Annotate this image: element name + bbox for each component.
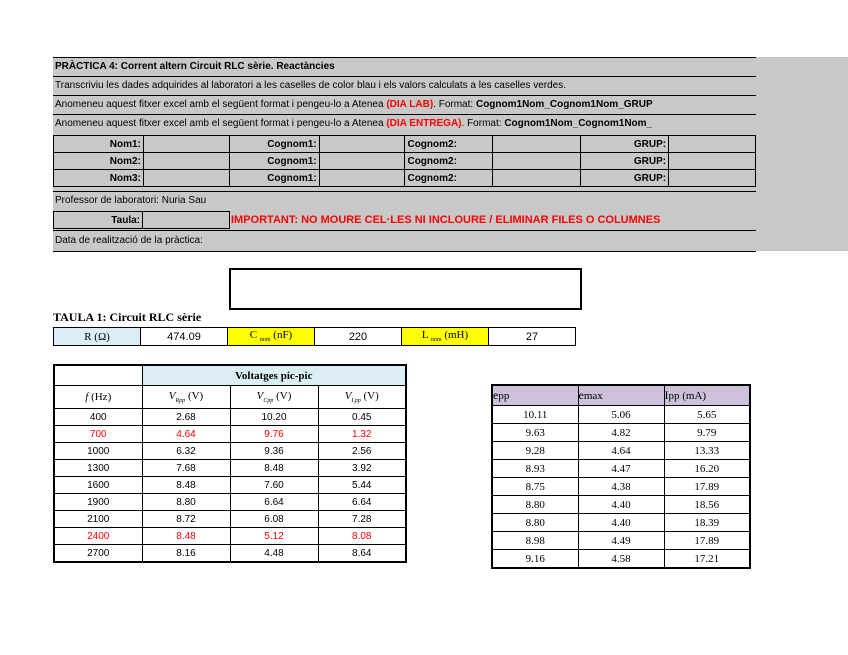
vc-var: V xyxy=(256,389,264,402)
names-input-cell[interactable] xyxy=(493,136,581,153)
c-value[interactable]: 220 xyxy=(315,328,402,346)
cell-vr[interactable]: 8.80 xyxy=(142,494,230,511)
cell-vc[interactable]: 5.12 xyxy=(230,528,318,545)
cell-f[interactable]: 2700 xyxy=(54,545,142,563)
cell-vc[interactable]: 7.60 xyxy=(230,477,318,494)
names-cog1-label: Cognom1: xyxy=(229,153,319,170)
col-header-vl xyxy=(318,386,406,409)
cell-f[interactable]: 1900 xyxy=(54,494,142,511)
cell-vl[interactable]: 0.45 xyxy=(318,409,406,426)
results-table xyxy=(491,384,751,569)
l-label-text: L xyxy=(421,329,429,342)
cell-emax[interactable]: 4.40 xyxy=(578,514,664,532)
names-cog2-label: Cognom2: xyxy=(405,170,493,187)
names-row xyxy=(54,153,756,170)
names-cog1-label: Cognom1: xyxy=(229,170,319,187)
cell-epp[interactable]: 10.11 xyxy=(492,406,578,424)
names-cog1-label: Cognom1: xyxy=(229,136,319,153)
vc-unit: (V) xyxy=(273,389,292,402)
cell-vl[interactable]: 1.32 xyxy=(318,426,406,443)
cell-ipp[interactable]: 18.56 xyxy=(664,496,750,514)
names-input-cell[interactable] xyxy=(143,153,229,170)
cell-vc[interactable]: 9.36 xyxy=(230,443,318,460)
date-line: Data de realització de la pràctica: xyxy=(55,235,203,246)
col-header-epp xyxy=(492,385,578,406)
names-input-cell[interactable] xyxy=(669,170,756,187)
cell-vc[interactable]: 6.08 xyxy=(230,511,318,528)
cell-vl[interactable]: 8.64 xyxy=(318,545,406,563)
names-nom-label: Nom3: xyxy=(54,170,144,187)
empty-input-box[interactable] xyxy=(229,268,582,310)
cell-vr[interactable]: 2.68 xyxy=(142,409,230,426)
names-input-cell[interactable] xyxy=(319,136,405,153)
col-header-emax xyxy=(578,385,664,406)
table-row xyxy=(54,409,406,426)
cell-emax[interactable]: 4.58 xyxy=(578,550,664,569)
cell-ipp[interactable]: 16.20 xyxy=(664,460,750,478)
names-input-cell[interactable] xyxy=(493,153,581,170)
table-row xyxy=(492,514,750,532)
cell-ipp[interactable]: 5.65 xyxy=(664,406,750,424)
ipp-b: pp (mA) xyxy=(668,390,707,402)
cell-emax[interactable]: 4.82 xyxy=(578,424,664,442)
names-grup-label: GRUP: xyxy=(581,136,669,153)
cell-vl[interactable]: 6.64 xyxy=(318,494,406,511)
col-header-ipp xyxy=(664,385,750,406)
cell-ipp[interactable]: 17.89 xyxy=(664,532,750,550)
header-bottom-border xyxy=(53,251,756,252)
taula-label: Taula: xyxy=(54,212,143,229)
row-divider xyxy=(53,191,756,192)
voltages-table xyxy=(53,364,407,563)
c-label-text: C xyxy=(249,329,258,342)
cell-emax[interactable]: 4.47 xyxy=(578,460,664,478)
cell-epp[interactable]: 9.63 xyxy=(492,424,578,442)
vr-var: V xyxy=(168,389,176,402)
r-label: R (Ω) xyxy=(54,328,141,346)
names-cog2-label: Cognom2: xyxy=(405,153,493,170)
line3-mid: . Format: xyxy=(461,118,505,129)
cell-vr[interactable]: 7.68 xyxy=(142,460,230,477)
instruction-line-3 xyxy=(55,114,755,133)
f-unit: (Hz) xyxy=(91,391,112,403)
names-input-cell[interactable] xyxy=(143,136,229,153)
names-input-cell[interactable] xyxy=(143,170,229,187)
cell-emax[interactable]: 5.06 xyxy=(578,406,664,424)
cell-vc[interactable]: 4.48 xyxy=(230,545,318,563)
cell-f[interactable]: 1600 xyxy=(54,477,142,494)
col-header-f xyxy=(54,386,142,409)
table-row xyxy=(54,528,406,545)
professor-line: Professor de laboratori: Nuria Sau xyxy=(55,195,207,206)
cell-vc[interactable]: 8.48 xyxy=(230,460,318,477)
cell-vr[interactable]: 8.48 xyxy=(142,528,230,545)
cell-emax[interactable]: 4.40 xyxy=(578,496,664,514)
line2-mid: . Format: xyxy=(433,99,476,110)
names-row xyxy=(54,136,756,153)
cell-ipp[interactable]: 18.39 xyxy=(664,514,750,532)
cell-f[interactable]: 2100 xyxy=(54,511,142,528)
cell-f[interactable]: 400 xyxy=(54,409,142,426)
names-grup-label: GRUP: xyxy=(581,170,669,187)
table-row xyxy=(492,424,750,442)
vr-unit: (V) xyxy=(185,389,204,402)
cell-epp[interactable]: 8.80 xyxy=(492,496,578,514)
table-row xyxy=(54,494,406,511)
table-row xyxy=(492,496,750,514)
taula1-params-table xyxy=(53,327,576,346)
cell-epp[interactable]: 8.80 xyxy=(492,514,578,532)
cell-vr[interactable]: 6.32 xyxy=(142,443,230,460)
vc-sub: Cpp xyxy=(263,398,274,405)
table-row xyxy=(492,550,750,569)
practice-title: PRÀCTICA 4: Corrent altern Circuit RLC sèrie. Reactàncies xyxy=(55,61,335,72)
vl-var: V xyxy=(344,389,352,402)
names-input-cell[interactable] xyxy=(669,153,756,170)
vl-sub: Lpp xyxy=(351,398,361,405)
l-label-unit: (mH) xyxy=(441,329,469,342)
table-row xyxy=(54,460,406,477)
taula1-title: TAULA 1: Circuit RLC sèrie xyxy=(53,310,202,324)
cell-ipp[interactable]: 13.33 xyxy=(664,442,750,460)
epp-b: pp xyxy=(498,390,510,402)
table-row xyxy=(492,406,750,424)
cell-f[interactable]: 1300 xyxy=(54,460,142,477)
names-input-cell[interactable] xyxy=(319,153,405,170)
l-label-sub: nom xyxy=(430,337,442,344)
names-nom-label: Nom2: xyxy=(54,153,144,170)
corner-cell xyxy=(54,365,142,386)
cell-emax[interactable]: 4.49 xyxy=(578,532,664,550)
cell-epp[interactable]: 8.75 xyxy=(492,478,578,496)
cell-vl[interactable]: 8.08 xyxy=(318,528,406,545)
r-value[interactable]: 474.09 xyxy=(141,328,228,346)
cell-ipp[interactable]: 9.79 xyxy=(664,424,750,442)
cell-epp[interactable]: 8.98 xyxy=(492,532,578,550)
vl-unit: (V) xyxy=(360,389,379,402)
c-label xyxy=(228,328,315,346)
table-row xyxy=(492,442,750,460)
table-row xyxy=(54,426,406,443)
cell-vr[interactable]: 8.48 xyxy=(142,477,230,494)
emax-b: max xyxy=(583,390,603,402)
ipp-a: I xyxy=(664,388,669,402)
instruction-line-2 xyxy=(55,95,755,114)
line3-format: Cognom1Nom_Cognom1Nom_ xyxy=(504,118,653,129)
cell-ipp[interactable]: 17.89 xyxy=(664,478,750,496)
line3-text: Anomeneu aquest fitxer excel amb el següent format i pengeu-lo a Atenea xyxy=(55,118,387,129)
taula-table xyxy=(53,211,230,229)
table-row xyxy=(54,477,406,494)
col-header-vc xyxy=(230,386,318,409)
table-row xyxy=(492,460,750,478)
table-row xyxy=(54,443,406,460)
table-row xyxy=(492,478,750,496)
table-row xyxy=(54,545,406,563)
cell-f[interactable]: 700 xyxy=(54,426,142,443)
important-warning: IMPORTANT: NO MOURE CEL·LES NI INCLOURE / ELIMINAR FILES O COLUMNES xyxy=(231,214,661,226)
cell-epp[interactable]: 9.28 xyxy=(492,442,578,460)
cell-emax[interactable]: 4.38 xyxy=(578,478,664,496)
line2-red: (DIA LAB) xyxy=(386,99,434,110)
names-input-cell[interactable] xyxy=(319,170,405,187)
cell-vl[interactable]: 5.44 xyxy=(318,477,406,494)
names-row xyxy=(54,170,756,187)
epp-a: e xyxy=(493,388,499,402)
cell-vl[interactable]: 3.92 xyxy=(318,460,406,477)
cell-vc[interactable]: 6.64 xyxy=(230,494,318,511)
c-label-sub: nom xyxy=(259,337,271,344)
cell-epp[interactable]: 9.16 xyxy=(492,550,578,569)
cell-vl[interactable]: 2.56 xyxy=(318,443,406,460)
names-grup-label: GRUP: xyxy=(581,153,669,170)
cell-epp[interactable]: 8.93 xyxy=(492,460,578,478)
table-row xyxy=(54,511,406,528)
emax-a: e xyxy=(578,388,584,402)
cell-f[interactable]: 2400 xyxy=(54,528,142,545)
names-cog2-label: Cognom2: xyxy=(405,136,493,153)
line2-text: Anomeneu aquest fitxer excel amb el següent format i pengeu-lo a Atenea xyxy=(55,99,387,110)
l-label xyxy=(402,328,489,346)
line2-format: Cognom1Nom_Cognom1Nom_GRUP xyxy=(475,99,653,110)
line3-red: (DIA ENTREGA) xyxy=(386,118,462,129)
names-input-cell[interactable] xyxy=(669,136,756,153)
table-row xyxy=(492,532,750,550)
names-input-cell[interactable] xyxy=(493,170,581,187)
cell-ipp[interactable]: 17.21 xyxy=(664,550,750,569)
names-table xyxy=(53,135,756,187)
cell-vr[interactable]: 8.16 xyxy=(142,545,230,563)
c-label-unit: (nF) xyxy=(270,329,293,342)
taula-input[interactable] xyxy=(143,212,230,229)
f-var: f xyxy=(85,391,89,403)
voltatges-header: Voltatges pic-pic xyxy=(142,365,406,386)
cell-vr[interactable]: 8.72 xyxy=(142,511,230,528)
cell-f[interactable]: 1000 xyxy=(54,443,142,460)
cell-vl[interactable]: 7.28 xyxy=(318,511,406,528)
col-header-vr xyxy=(142,386,230,409)
l-value[interactable]: 27 xyxy=(489,328,576,346)
cell-vc[interactable]: 10.20 xyxy=(230,409,318,426)
instruction-line-1: Transcriviu les dades adquirides al laboratori a les caselles de color blau i els valors calculats a les caselles verdes. xyxy=(55,80,566,91)
names-nom-label: Nom1: xyxy=(54,136,144,153)
cell-vr[interactable]: 4.64 xyxy=(142,426,230,443)
vr-sub: Rpp xyxy=(175,398,186,405)
cell-vc[interactable]: 9.76 xyxy=(230,426,318,443)
cell-emax[interactable]: 4.64 xyxy=(578,442,664,460)
